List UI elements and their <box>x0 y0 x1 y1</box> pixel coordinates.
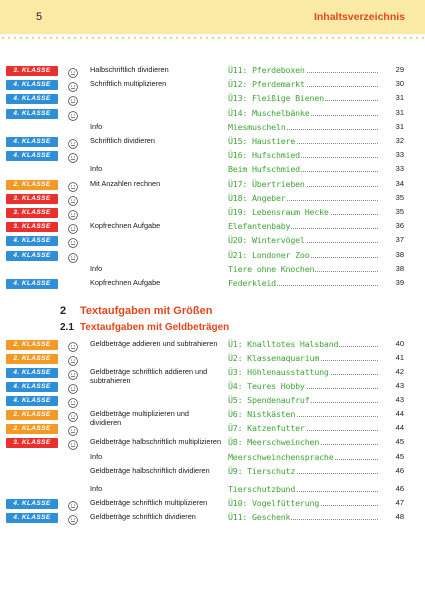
page-ref: 45 <box>395 451 404 461</box>
toc-row[interactable] <box>0 206 425 220</box>
topic-description: Kopfrechnen Aufgabe <box>90 278 161 287</box>
dotted-divider <box>0 36 425 40</box>
section-title: Textaufgaben mit Größen <box>80 305 213 317</box>
grade-badge: 3. KLASSE <box>6 208 58 218</box>
toc-row[interactable] <box>0 408 425 427</box>
page-ref: 30 <box>395 79 404 89</box>
exercise-title[interactable]: Ü1: Knalltotes Halsband <box>228 339 378 349</box>
smiley-icon <box>68 221 78 231</box>
topic-description: Geldbeträge schriftlich multiplizieren <box>90 497 208 507</box>
page-title: Inhaltsverzeichnis <box>313 11 405 23</box>
topic-description: Schriftlich multiplizieren <box>90 79 167 89</box>
toc-row[interactable] <box>0 380 425 394</box>
toc-row[interactable] <box>0 192 425 206</box>
page-ref: 34 <box>395 178 404 188</box>
page-ref: 33 <box>395 150 404 160</box>
page-ref: 44 <box>395 423 404 432</box>
toc-row[interactable] <box>0 249 425 263</box>
page-ref: 38 <box>395 263 404 273</box>
smiley-icon <box>68 193 78 203</box>
exercise-title[interactable]: Meerschweinchensprache <box>228 452 378 462</box>
grade-badge: 2. KLASSE <box>6 424 58 434</box>
topic-description: Kopfrechnen Aufgabe <box>90 221 161 231</box>
grade-badge: 4. KLASSE <box>6 137 58 147</box>
grade-badge: 2. KLASSE <box>6 180 58 190</box>
toc-row[interactable] <box>0 64 425 78</box>
toc-row[interactable] <box>0 121 425 135</box>
exercise-title[interactable]: Ü13: Fleißige Bienen <box>228 93 378 103</box>
page-ref: 47 <box>395 497 404 507</box>
exercise-title[interactable]: Ü20: Wintervögel <box>228 235 378 245</box>
subsection-number: 2.1 <box>60 322 74 333</box>
exercise-title[interactable]: Ü14: Muschelbänke <box>228 108 378 118</box>
topic-description: Schriftlich dividieren <box>90 136 155 145</box>
smiley-icon <box>68 395 78 405</box>
toc-row[interactable] <box>0 263 425 277</box>
topic-description: Info <box>90 121 103 131</box>
topic-description: Geldbeträge schriftlich dividieren <box>90 511 196 521</box>
toc-row[interactable] <box>0 511 425 525</box>
page-ref: 31 <box>395 107 404 117</box>
grade-badge: 4. KLASSE <box>6 396 58 406</box>
exercise-title[interactable]: Ü9: Tierschutz <box>228 466 378 476</box>
toc-row[interactable] <box>0 234 425 248</box>
smiley-icon <box>68 65 78 75</box>
topic-description: Info <box>90 263 103 273</box>
smiley-icon <box>68 423 78 433</box>
grade-badge: 4. KLASSE <box>6 513 58 523</box>
smiley-icon <box>68 179 78 189</box>
grade-badge: 3. KLASSE <box>6 66 58 76</box>
toc-row[interactable] <box>0 483 425 497</box>
grade-badge: 2. KLASSE <box>6 410 58 420</box>
page-ref: 41 <box>395 353 404 362</box>
exercise-title[interactable]: Ü4: Teures Hobby <box>228 381 378 391</box>
page-ref: 35 <box>395 207 404 216</box>
topic-description: Geldbeträge addieren und subtrahieren <box>90 339 218 348</box>
toc-row[interactable] <box>0 451 425 465</box>
page-ref: 43 <box>395 395 404 404</box>
grade-badge: 2. KLASSE <box>6 340 58 350</box>
page-ref: 35 <box>395 192 404 202</box>
page-ref: 43 <box>395 381 404 390</box>
page-ref: 44 <box>395 409 404 418</box>
smiley-icon <box>68 250 78 260</box>
smiley-icon <box>68 381 78 391</box>
toc-row[interactable] <box>0 436 425 450</box>
toc-row[interactable] <box>0 107 425 121</box>
page-ref: 45 <box>395 437 404 446</box>
toc-row[interactable] <box>0 277 425 291</box>
smiley-icon <box>68 367 78 377</box>
page-ref: 31 <box>395 121 404 131</box>
page-ref: 33 <box>395 164 404 174</box>
smiley-icon <box>68 207 78 217</box>
grade-badge: 3. KLASSE <box>6 222 58 232</box>
toc-row[interactable] <box>0 220 425 234</box>
exercise-title[interactable]: Elefantenbaby <box>228 221 378 231</box>
page-ref: 46 <box>395 466 404 475</box>
toc-row[interactable] <box>0 135 425 149</box>
page-ref: 37 <box>395 235 404 245</box>
page-ref: 29 <box>395 65 404 74</box>
toc-row[interactable] <box>0 338 425 352</box>
exercise-title[interactable]: Ü17: Übertrieben <box>228 179 378 189</box>
exercise-title[interactable]: Ü5: Spendenaufruf <box>228 395 378 405</box>
page-ref: 39 <box>395 278 404 287</box>
exercise-title[interactable]: Ü7: Katzenfutter <box>228 423 378 433</box>
grade-badge: 4. KLASSE <box>6 80 58 90</box>
topic-description: Geldbeträge halbschriftlich multiplizieren <box>90 437 222 446</box>
page-ref: 36 <box>395 221 404 231</box>
exercise-title[interactable]: Ü2: Klassenaquarium <box>228 353 378 363</box>
topic-description: Geldbeträge schriftlich addieren und subtrahieren <box>90 367 208 385</box>
page-ref: 48 <box>395 511 404 521</box>
smiley-icon <box>68 498 78 508</box>
smiley-icon <box>68 512 78 522</box>
grade-badge: 4. KLASSE <box>6 499 58 509</box>
section-number: 2 <box>60 305 67 317</box>
toc-row[interactable] <box>0 394 425 408</box>
grade-badge: 4. KLASSE <box>6 236 58 246</box>
exercise-title[interactable]: Ü8: Meerschweinchen <box>228 437 378 447</box>
smiley-icon <box>68 353 78 363</box>
toc-row[interactable] <box>0 465 425 479</box>
toc-row[interactable] <box>0 149 425 163</box>
grade-badge: 4. KLASSE <box>6 151 58 161</box>
exercise-title[interactable]: Ü11: Geschenk <box>228 512 378 522</box>
page-number: 5 <box>36 11 43 23</box>
exercise-title[interactable]: Ü18: Angeber <box>228 193 378 203</box>
toc-row[interactable] <box>0 497 425 511</box>
topic-description: Info <box>90 483 103 493</box>
topic-description: Mit Anzahlen rechnen <box>90 178 161 188</box>
exercise-title[interactable]: Ü12: Pferdemarkt <box>228 79 378 89</box>
page-header <box>0 0 425 34</box>
toc-row[interactable] <box>0 92 425 106</box>
exercise-title[interactable]: Tiere ohne Knochen <box>228 264 378 274</box>
page-ref: 32 <box>395 136 404 145</box>
page-ref: 40 <box>395 339 404 348</box>
smiley-icon <box>68 235 78 245</box>
exercise-title[interactable]: Ü11: Pferdeboxen <box>228 65 378 75</box>
topic-description: Geldbeträge multiplizieren und dividieren <box>90 409 189 427</box>
page-ref: 38 <box>395 249 404 259</box>
exercise-title[interactable]: Beim Hufschmied <box>228 164 378 174</box>
page-ref: 42 <box>395 367 404 376</box>
smiley-icon <box>68 136 78 146</box>
smiley-icon <box>68 437 78 447</box>
grade-badge: 2. KLASSE <box>6 354 58 364</box>
grade-badge: 4. KLASSE <box>6 279 58 289</box>
toc-row[interactable] <box>0 422 425 436</box>
grade-badge: 3. KLASSE <box>6 194 58 204</box>
smiley-icon <box>68 93 78 103</box>
exercise-title[interactable]: Ü15: Haustiere <box>228 136 378 146</box>
exercise-title[interactable]: Ü3: Höhlenausstattung <box>228 367 378 377</box>
subsection-title: Textaufgaben mit Geldbeträgen <box>80 322 230 333</box>
grade-badge: 4. KLASSE <box>6 109 58 119</box>
grade-badge: 4. KLASSE <box>6 94 58 104</box>
exercise-title[interactable]: Ü19: Lebensraum Hecke <box>228 207 378 217</box>
topic-description: Halbschriftlich dividieren <box>90 65 169 74</box>
smiley-icon <box>68 409 78 419</box>
smiley-icon <box>68 79 78 89</box>
exercise-title[interactable]: Ü16: Hufschmied <box>228 150 378 160</box>
smiley-icon <box>68 339 78 349</box>
topic-description: Info <box>90 164 103 174</box>
toc-row[interactable] <box>0 163 425 177</box>
page-ref: 31 <box>395 93 404 103</box>
grade-badge: 4. KLASSE <box>6 382 58 392</box>
grade-badge: 4. KLASSE <box>6 251 58 261</box>
toc-row[interactable] <box>0 178 425 192</box>
page-ref: 46 <box>395 483 404 493</box>
toc-row[interactable] <box>0 352 425 366</box>
toc-row[interactable] <box>0 366 425 385</box>
exercise-title[interactable]: Ü21: Londoner Zoo <box>228 250 378 260</box>
exercise-title[interactable]: Tierschutzbund <box>228 484 378 494</box>
smiley-icon <box>68 150 78 160</box>
smiley-icon <box>68 108 78 118</box>
grade-badge: 4. KLASSE <box>6 368 58 378</box>
exercise-title[interactable]: Ü6: Nistkästen <box>228 409 378 419</box>
exercise-title[interactable]: Federkleid <box>228 278 378 288</box>
toc-row[interactable] <box>0 78 425 92</box>
grade-badge: 3. KLASSE <box>6 438 58 448</box>
exercise-title[interactable]: Miesmuscheln <box>228 122 378 132</box>
topic-description: Geldbeträge halbschriftlich dividieren <box>90 466 210 475</box>
topic-description: Info <box>90 451 103 461</box>
exercise-title[interactable]: Ü10: Vogelfütterung <box>228 498 378 508</box>
